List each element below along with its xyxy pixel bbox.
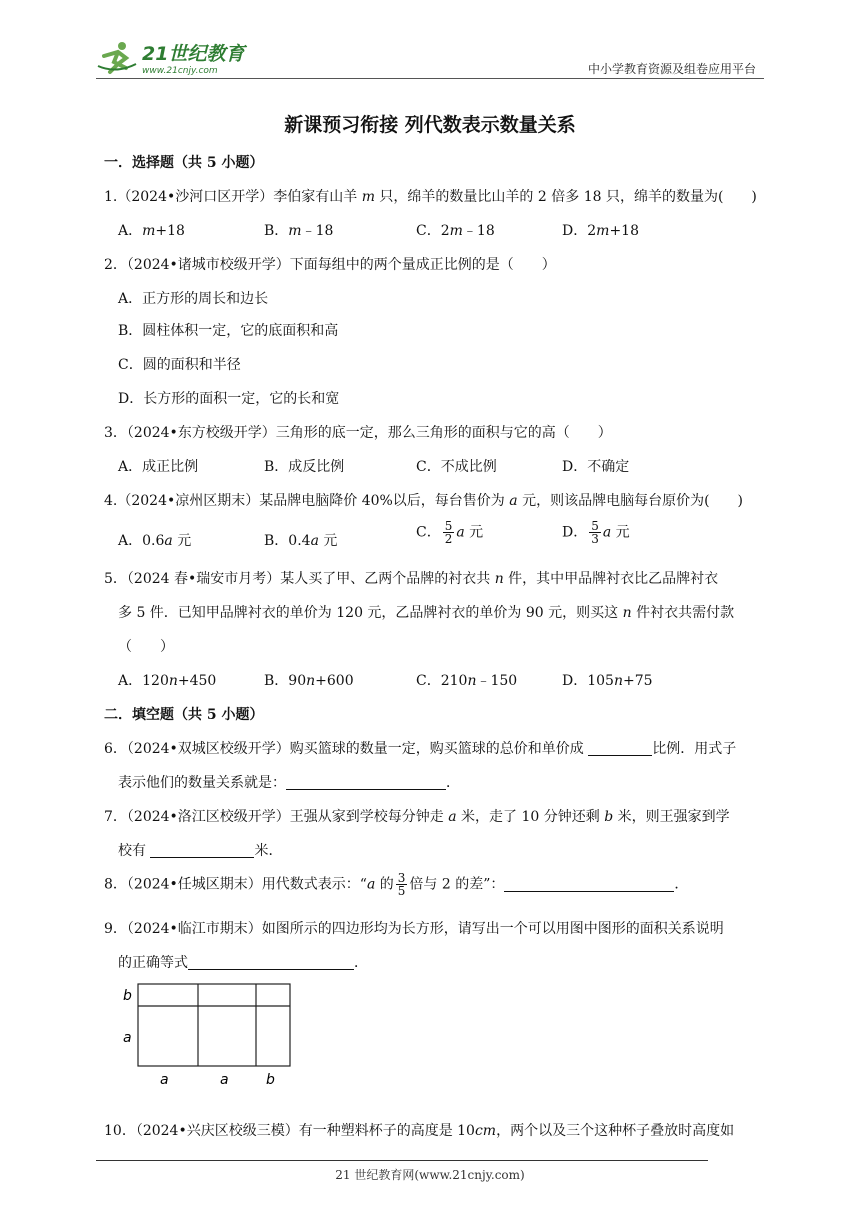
q2-option-c[interactable]: C．圆的面积和半径 — [118, 357, 241, 373]
question-6-line-2: 表示他们的数量关系就是： ． — [118, 775, 460, 791]
logo-main-text: 21世纪教育 — [142, 43, 245, 65]
q1-option-d[interactable]: D．2m+18 — [562, 223, 639, 239]
question-10-line-1: 10．（2024•兴庆区校级三模）有一种塑料杯子的高度是 10cm，两个以及三个这种杯子叠放时高度如 — [104, 1123, 735, 1139]
answer-blank[interactable] — [286, 775, 446, 790]
answer-blank[interactable] — [504, 877, 674, 892]
question-4-stem: 4.（2024•凉州区期末）某品牌电脑降价 40%以后，每台售价为 a 元，则该品牌电脑每台原价为( ) — [104, 493, 743, 509]
q3-option-a[interactable]: A．成正比例 — [118, 459, 199, 475]
fraction: $\frac{3}{5}$ — [397, 871, 406, 898]
section-heading-fill: 二．填空题（共 5 小题） — [104, 707, 264, 723]
q3-option-c[interactable]: C．不成比例 — [416, 459, 497, 475]
q5-option-a[interactable]: A．120n+450 — [118, 673, 217, 689]
q1-option-a[interactable]: A．m+18 — [118, 223, 185, 239]
q4-option-d[interactable]: D． $\frac{5}{3}$ a 元 — [562, 519, 630, 546]
q5-option-d[interactable]: D．105n+75 — [562, 673, 653, 689]
q1-option-c[interactable]: C．2m﹣18 — [416, 223, 495, 239]
q3-option-d[interactable]: D．不确定 — [562, 459, 630, 475]
question-5-line-2: 多 5 件．已知甲品牌衬衣的单价为 120 元，乙品牌衬衣的单价为 90 元，则买这 n 件衬衣共需付款 — [118, 605, 735, 621]
q4-option-a[interactable]: A．0.6a 元 — [118, 533, 192, 549]
q2-option-d[interactable]: D．长方形的面积一定，它的长和宽 — [118, 391, 340, 407]
q2-option-b[interactable]: B．圆柱体积一定，它的底面积和高 — [118, 323, 339, 339]
page-title: 新课预习衔接 列代数表示数量关系 — [284, 114, 576, 136]
header-divider — [96, 78, 764, 79]
question-3-stem: 3．（2024•东方校级开学）三角形的底一定，那么三角形的面积与它的高（ ） — [104, 425, 612, 441]
answer-blank[interactable] — [588, 741, 652, 756]
figure-label-a-bottom-2: a — [220, 1072, 229, 1088]
question-7-line-1: 7．（2024•洛江区校级开学）王强从家到学校每分钟走 a 米，走了 10 分钟还剩 b 米，则王强家到学 — [104, 809, 730, 825]
question-5-line-3: （ ） — [118, 639, 174, 655]
figure-label-b-bottom: b — [266, 1072, 275, 1088]
site-logo — [96, 38, 256, 78]
q3-option-b[interactable]: B．成反比例 — [264, 459, 345, 475]
question-9-line-2: 的正确等式 ． — [118, 955, 368, 971]
footer-text: 21 世纪教育网(www.21cnjy.com) — [335, 1168, 525, 1182]
section-heading-choice: 一．选择题（共 5 小题） — [104, 155, 264, 171]
header-platform-text: 中小学教育资源及组卷应用平台 — [587, 62, 756, 76]
fraction: $\frac{5}{2}$ — [444, 519, 453, 546]
footer-divider — [96, 1160, 708, 1161]
q4-option-c[interactable]: C． $\frac{5}{2}$ a 元 — [416, 519, 484, 546]
answer-blank[interactable] — [188, 955, 354, 970]
q4-option-b[interactable]: B．0.4a 元 — [264, 533, 338, 549]
q5-option-c[interactable]: C．210n﹣150 — [416, 673, 518, 689]
rectangle-grid-figure — [118, 982, 294, 1090]
fraction: $\frac{5}{3}$ — [591, 519, 599, 546]
question-7-line-2: 校有 米． — [118, 843, 283, 859]
question-1-stem: 1.（2024•沙河口区开学）李伯家有山羊 m 只，绵羊的数量比山羊的 2 倍多 18 只，绵羊的数量为( ) — [104, 189, 757, 205]
q5-option-b[interactable]: B．90n+600 — [264, 673, 354, 689]
runner-logo-icon — [96, 38, 256, 78]
figure-label-a-bottom-1: a — [160, 1072, 169, 1088]
answer-blank[interactable] — [150, 843, 254, 858]
figure-label-a-left: a — [123, 1030, 132, 1046]
question-9-line-1: 9．（2024•临江市期末）如图所示的四边形均为长方形，请写出一个可以用图中图形的面积关系说明 — [104, 921, 724, 937]
q2-option-a[interactable]: A．正方形的周长和边长 — [118, 291, 269, 307]
logo-sub-text: www.21cnjy.com — [142, 66, 218, 76]
question-2-stem: 2．（2024•诸城市校级开学）下面每组中的两个量成正比例的是（ ） — [104, 257, 556, 273]
question-5-line-1: 5．（2024 春•瑞安市月考）某人买了甲、乙两个品牌的衬衣共 n 件，其中甲品牌衬衣比乙品牌衬衣 — [104, 571, 719, 587]
q1-option-b[interactable]: B．m﹣18 — [264, 223, 334, 239]
question-6-line-1: 6．（2024•双城区校级开学）购买篮球的数量一定，购买篮球的总价和单价成 比例．用式子 — [104, 741, 737, 757]
question-8: 8．（2024•任城区期末）用代数式表示：“a 的 $\frac{3}{5}$ 倍与 2 的差”： ． — [104, 871, 689, 898]
figure-label-b-left: b — [123, 988, 132, 1004]
